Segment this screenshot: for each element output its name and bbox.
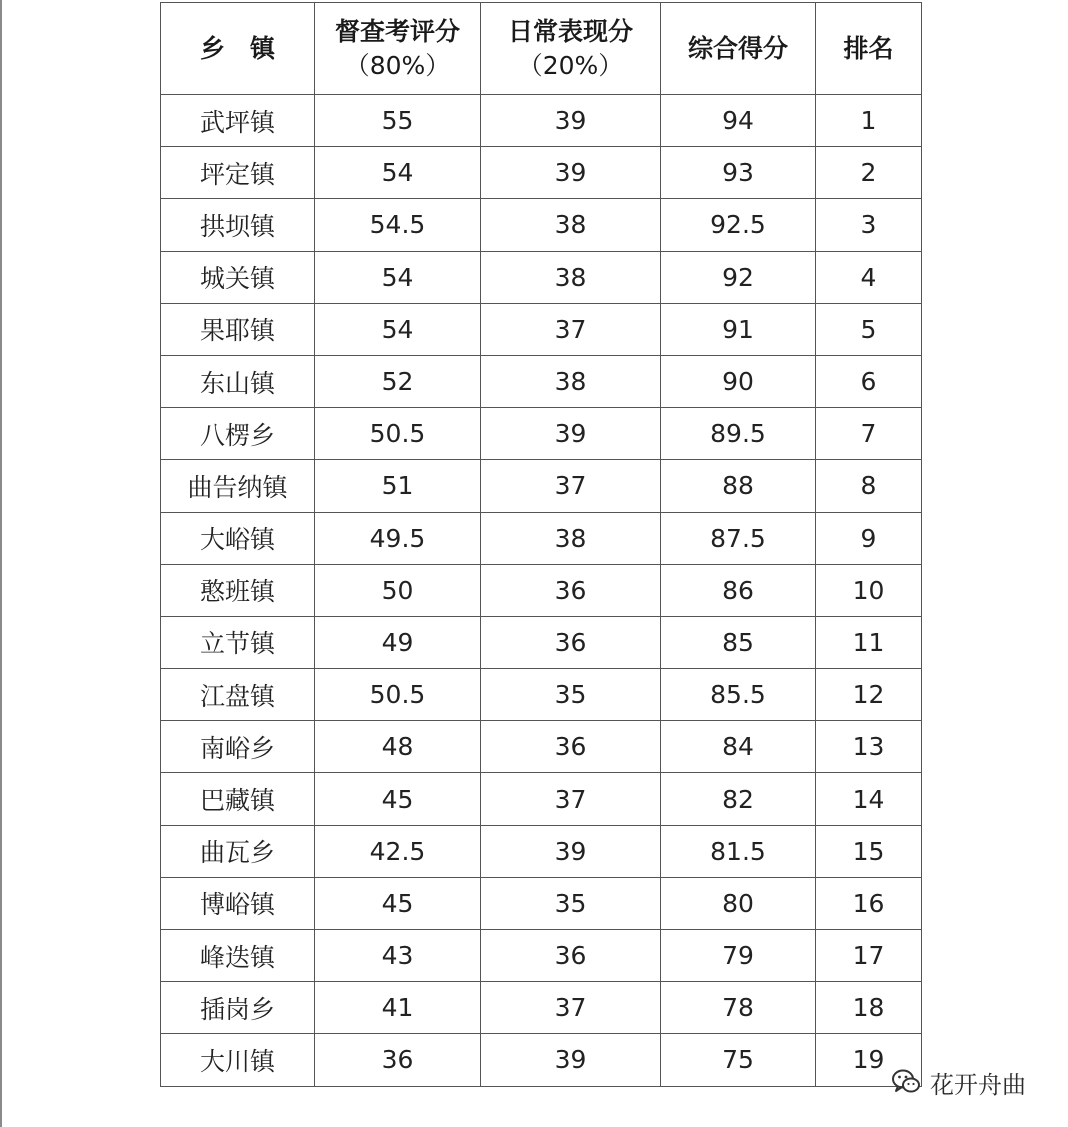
cell-inspection-score: 54 [315, 147, 481, 199]
cell-daily-score: 38 [481, 355, 661, 407]
header-total-score [661, 3, 816, 95]
table-row [161, 616, 922, 668]
cell-rank: 6 [816, 355, 922, 407]
table-row [161, 773, 922, 825]
table-row [161, 930, 922, 982]
table-row [161, 303, 922, 355]
cell-total-score: 94 [661, 95, 816, 147]
cell-total-score: 93 [661, 147, 816, 199]
cell-rank: 2 [816, 147, 922, 199]
cell-daily-score: 37 [481, 773, 661, 825]
table-header-row [161, 3, 922, 95]
cell-town: 大川镇 [161, 1034, 315, 1086]
cell-daily-score: 37 [481, 460, 661, 512]
cell-rank: 11 [816, 616, 922, 668]
cell-daily-score: 36 [481, 930, 661, 982]
cell-daily-score: 35 [481, 877, 661, 929]
cell-daily-score: 38 [481, 512, 661, 564]
cell-inspection-score: 52 [315, 355, 481, 407]
cell-total-score: 85.5 [661, 669, 816, 721]
cell-rank: 15 [816, 825, 922, 877]
cell-inspection-score: 49.5 [315, 512, 481, 564]
cell-rank: 1 [816, 95, 922, 147]
cell-town: 峰迭镇 [161, 930, 315, 982]
cell-town: 插岗乡 [161, 982, 315, 1034]
cell-total-score: 86 [661, 564, 816, 616]
cell-rank: 10 [816, 564, 922, 616]
table-row [161, 251, 922, 303]
table-row [161, 564, 922, 616]
cell-total-score: 89.5 [661, 408, 816, 460]
cell-daily-score: 36 [481, 616, 661, 668]
cell-daily-score: 38 [481, 199, 661, 251]
cell-rank: 19 [816, 1034, 922, 1086]
header-inspection-label: 督查考评分 [334, 16, 460, 46]
cell-town: 八楞乡 [161, 408, 315, 460]
cell-rank: 18 [816, 982, 922, 1034]
cell-town: 曲瓦乡 [161, 825, 315, 877]
cell-town: 曲告纳镇 [161, 460, 315, 512]
cell-inspection-score: 45 [315, 773, 481, 825]
cell-town: 博峪镇 [161, 877, 315, 929]
cell-inspection-score: 42.5 [315, 825, 481, 877]
header-inspection-weight: （80%） [344, 50, 451, 80]
cell-inspection-score: 48 [315, 721, 481, 773]
cell-daily-score: 35 [481, 669, 661, 721]
cell-town: 果耶镇 [161, 303, 315, 355]
table-row [161, 1034, 922, 1086]
cell-town: 武坪镇 [161, 95, 315, 147]
cell-town: 南峪乡 [161, 721, 315, 773]
header-daily-score [481, 3, 661, 95]
cell-town: 东山镇 [161, 355, 315, 407]
cell-town: 憨班镇 [161, 564, 315, 616]
table-row [161, 147, 922, 199]
table-row [161, 408, 922, 460]
header-inspection-score [315, 3, 481, 95]
header-rank [816, 3, 922, 95]
cell-inspection-score: 50.5 [315, 408, 481, 460]
cell-total-score: 78 [661, 982, 816, 1034]
watermark-text: 花开舟曲 [930, 1070, 1026, 1099]
table-body [161, 95, 922, 1087]
cell-rank: 16 [816, 877, 922, 929]
cell-inspection-score: 50.5 [315, 669, 481, 721]
cell-rank: 7 [816, 408, 922, 460]
cell-daily-score: 39 [481, 825, 661, 877]
cell-inspection-score: 41 [315, 982, 481, 1034]
table-row [161, 460, 922, 512]
cell-daily-score: 36 [481, 564, 661, 616]
cell-total-score: 79 [661, 930, 816, 982]
watermark [890, 1062, 1026, 1102]
cell-inspection-score: 55 [315, 95, 481, 147]
cell-total-score: 90 [661, 355, 816, 407]
header-rank-label: 排名 [843, 33, 894, 63]
cell-rank: 14 [816, 773, 922, 825]
cell-inspection-score: 54 [315, 251, 481, 303]
cell-total-score: 81.5 [661, 825, 816, 877]
cell-rank: 12 [816, 669, 922, 721]
table-row [161, 512, 922, 564]
table-row [161, 355, 922, 407]
cell-rank: 3 [816, 199, 922, 251]
wechat-icon [890, 1066, 922, 1098]
page-left-border [0, 0, 2, 1127]
cell-daily-score: 39 [481, 95, 661, 147]
table-row [161, 877, 922, 929]
cell-rank: 13 [816, 721, 922, 773]
cell-daily-score: 39 [481, 147, 661, 199]
cell-inspection-score: 45 [315, 877, 481, 929]
cell-daily-score: 36 [481, 721, 661, 773]
cell-total-score: 88 [661, 460, 816, 512]
cell-total-score: 75 [661, 1034, 816, 1086]
table-row [161, 721, 922, 773]
cell-inspection-score: 54 [315, 303, 481, 355]
cell-town: 立节镇 [161, 616, 315, 668]
table-row [161, 982, 922, 1034]
header-town [161, 3, 315, 95]
cell-daily-score: 39 [481, 1034, 661, 1086]
cell-town: 巴藏镇 [161, 773, 315, 825]
cell-inspection-score: 54.5 [315, 199, 481, 251]
cell-rank: 8 [816, 460, 922, 512]
cell-town: 江盘镇 [161, 669, 315, 721]
table-row [161, 669, 922, 721]
town-score-table [160, 2, 922, 1087]
cell-town: 坪定镇 [161, 147, 315, 199]
cell-town: 城关镇 [161, 251, 315, 303]
cell-total-score: 80 [661, 877, 816, 929]
cell-daily-score: 39 [481, 408, 661, 460]
cell-town: 大峪镇 [161, 512, 315, 564]
cell-daily-score: 37 [481, 982, 661, 1034]
header-daily-weight: （20%） [517, 50, 624, 80]
cell-total-score: 91 [661, 303, 816, 355]
cell-daily-score: 38 [481, 251, 661, 303]
header-total-label: 综合得分 [687, 33, 788, 63]
cell-rank: 5 [816, 303, 922, 355]
table-row [161, 825, 922, 877]
cell-inspection-score: 36 [315, 1034, 481, 1086]
cell-inspection-score: 49 [315, 616, 481, 668]
cell-total-score: 87.5 [661, 512, 816, 564]
cell-rank: 4 [816, 251, 922, 303]
cell-town: 拱坝镇 [161, 199, 315, 251]
cell-rank: 9 [816, 512, 922, 564]
cell-daily-score: 37 [481, 303, 661, 355]
cell-total-score: 85 [661, 616, 816, 668]
cell-inspection-score: 43 [315, 930, 481, 982]
table-row [161, 199, 922, 251]
cell-total-score: 92 [661, 251, 816, 303]
cell-total-score: 92.5 [661, 199, 816, 251]
cell-total-score: 84 [661, 721, 816, 773]
header-daily-label: 日常表现分 [507, 16, 633, 46]
table-row [161, 95, 922, 147]
cell-rank: 17 [816, 930, 922, 982]
cell-total-score: 82 [661, 773, 816, 825]
header-town-label: 乡 镇 [199, 33, 275, 63]
cell-inspection-score: 50 [315, 564, 481, 616]
cell-inspection-score: 51 [315, 460, 481, 512]
